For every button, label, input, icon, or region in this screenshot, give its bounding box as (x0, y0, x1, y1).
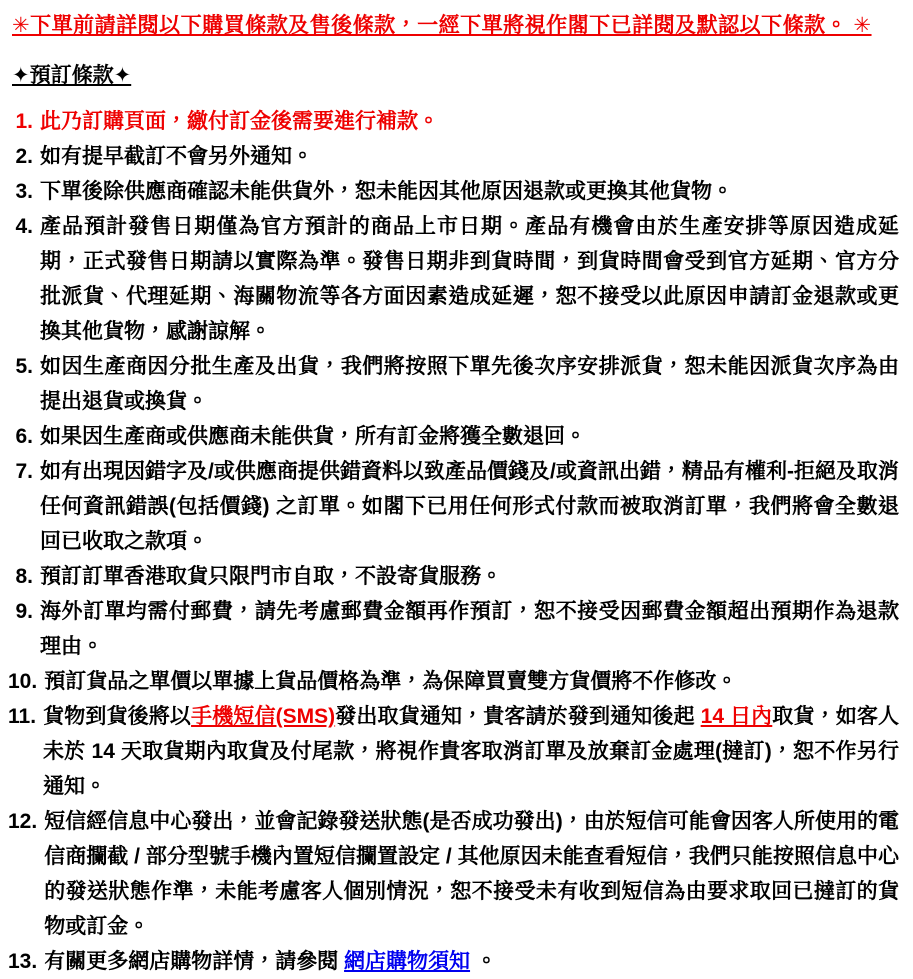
term-segment: 預訂訂單香港取貨只限門市自取，不設寄貨服務。 (40, 565, 502, 588)
term-segment: 如果因生產商或供應商未能供貨，所有訂金將獲全數退回。 (40, 425, 586, 448)
term-item-7 (8, 454, 899, 559)
term-number: 13. (8, 950, 38, 973)
term-item-3 (8, 174, 899, 209)
term-segment: 海外訂單均需付郵費，請先考慮郵費金額再作預訂，恕不接受因郵費金額超出預期作為退款理由。 (40, 600, 899, 658)
term-segment: 預訂貨品之單價以單據上貨品價格為準，為保障買賣雙方貨價將不作修改。 (44, 670, 738, 693)
page-title: ✳下單前請詳閱以下購買條款及售後條款，一經下單將視作閣下已詳閱及默認以下條款。 ✳ (12, 14, 872, 37)
term-item-8 (8, 559, 899, 594)
section-title (12, 58, 899, 93)
term-number: 10. (8, 670, 38, 693)
term-item-13 (8, 944, 899, 979)
term-text (44, 664, 899, 699)
term-item-6 (8, 419, 899, 454)
term-segment: 貨物到貨後將以 (43, 705, 192, 728)
term-number: 4. (15, 215, 33, 238)
term-item-2 (8, 139, 899, 174)
term-text (44, 804, 899, 944)
term-segment: 發出取貨通知，貴客請於發到通知後起 (335, 705, 701, 728)
term-number: 5. (15, 355, 33, 378)
terms-list (8, 104, 899, 979)
term-segment: 如有提早截訂不會另外通知。 (40, 145, 313, 168)
term-text (40, 559, 899, 594)
term-text (40, 349, 899, 419)
term-text (40, 594, 899, 664)
term-item-10 (8, 664, 899, 699)
term-segment: 此乃訂購頁面，繳付訂金後需要進行補款。 (40, 110, 439, 133)
term-segment: 有關更多網店購物詳情，請參閱 (44, 950, 345, 973)
term-text (40, 209, 899, 349)
term-item-4 (8, 209, 899, 349)
term-text (40, 104, 899, 139)
store-shopping-notice-link[interactable]: 網店購物須知 (344, 950, 471, 973)
term-number: 8. (15, 565, 33, 588)
term-text (40, 419, 899, 454)
term-segment: 。 (470, 950, 497, 973)
term-number: 6. (15, 425, 33, 448)
term-item-9 (8, 594, 899, 664)
term-segment: 產品預計發售日期僅為官方預計的商品上市日期。產品有機會由於生產安排等原因造成延期，正式發售日期請以實際為準。發售日期非到貨時間，到貨時間會受到官方延期、官方分批派貨、代理延期、海關物流等各方面因素造成延遲，恕不接受以此原因申請訂金退款或更換其他貨物，感謝諒解。 (40, 215, 899, 343)
term-text (40, 174, 899, 209)
term-number: 9. (15, 600, 33, 623)
term-segment: 下單後除供應商確認未能供貨外，恕未能因其他原因退款或更換其他貨物。 (40, 180, 733, 203)
term-text (40, 454, 899, 559)
term-segment: 如因生產商因分批生產及出貨，我們將按照下單先後次序安排派貨，恕未能因派貨次序為由提出退貨或換貨。 (40, 355, 899, 413)
term-item-5 (8, 349, 899, 419)
term-number: 7. (15, 460, 33, 483)
term-item-12 (8, 804, 899, 944)
highlighted-text: 14 日內 (700, 705, 773, 728)
term-number: 11. (8, 705, 37, 728)
term-text (40, 139, 899, 174)
term-text (43, 699, 899, 804)
term-item-1 (8, 104, 899, 139)
term-item-11 (8, 699, 899, 804)
highlighted-text: 手機短信(SMS) (191, 705, 336, 728)
term-segment: 短信經信息中心發出，並會記錄發送狀態(是否成功發出)，由於短信可能會因客人所使用的電信商攔截 / 部分型號手機內置短信攔置設定 / 其他原因未能查看短信，我們只能按照信息中心的發送狀態作準，未能考慮客人個別情況，恕不接受未有收到短信為由要求取回已撻訂的貨物或訂金。 (44, 810, 899, 938)
term-segment: 取貨，如客人未於 14 天取貨期內取貨及付尾款，將視作貴客取消訂單及放棄訂金處理(撻訂)，恕不作另行通知。 (43, 705, 899, 798)
term-text (44, 944, 899, 979)
term-segment: 如有出現因錯字及/或供應商提供錯資料以致產品價錢及/或資訊出錯，精品有權利-拒絕及取消任何資訊錯誤(包括價錢) 之訂單。如閣下已用任何形式付款而被取消訂單，我們將會全數退回已收取之款項。 (40, 460, 899, 553)
section-title-text: ✦預訂條款✦ (12, 64, 132, 87)
term-number: 2. (15, 145, 33, 168)
term-number: 3. (15, 180, 33, 203)
term-number: 12. (8, 810, 38, 833)
term-number: 1. (15, 110, 33, 133)
